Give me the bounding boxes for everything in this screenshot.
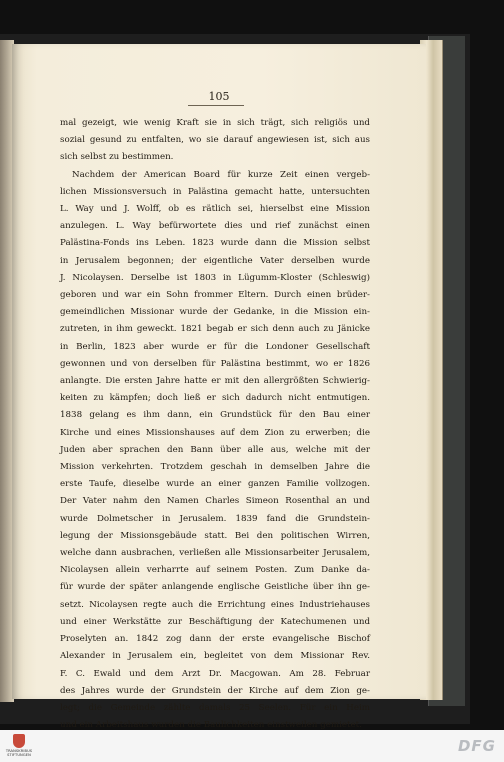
text-line: Nachdem der American Board für kurze Zeit einen vergeb- (72, 169, 370, 180)
text-line: sozial gesund zu entfalten, wo sie darauf angewiesen ist, sich aus (60, 135, 370, 146)
text-line: Palästina-Fonds ins Leben. 1823 wurde dann die Mission selbst (60, 238, 370, 249)
text-line: anzulegen. L. Way befürwortete dies und rief zunächst einen (60, 221, 370, 232)
text-line: 1838 gelang es ihm dann, ein Grundstück für den Bau einer (60, 410, 370, 421)
text-line: welche dann ausbrachen, verließen alle Missionsarbeiter Jerusalem, (60, 548, 370, 559)
text-line: wurde Dolmetscher in Jerusalem. 1839 fand die Grundstein- (60, 513, 370, 524)
crest-icon (13, 734, 25, 748)
text-line: F. C. Ewald und dem Arzt Dr. Macgowan. Am 28. Februar (60, 668, 370, 679)
book-page (12, 44, 426, 731)
text-line: J. Nicolaysen. Derselbe ist 1803 in Lügumm-Kloster (Schleswig) (60, 272, 370, 283)
text-line: lichen Missionsversuch in Palästina gemacht hatte, untersuchten (60, 186, 370, 197)
text-line: L. Way und J. Wolff, ob es rätlich sei, hierselbst eine Mission (60, 204, 370, 215)
page-number-rule (188, 105, 244, 106)
text-line: gewonnen und von derselben für Palästina bestimmt, wo er 1826 (60, 358, 370, 369)
text-line: Nicolaysen allein verharrte auf seinem Posten. Zum Danke da- (60, 565, 370, 576)
text-line: keiten zu kämpfen; doch ließ er sich dadurch nicht entmutigen. (60, 393, 370, 404)
text-line: erste Taufe, dieselbe wurde an einer ganzen Familie vollzogen. (60, 479, 370, 490)
text-line: Der Vater nahm den Namen Charles Simeon Rosenthal an und (60, 496, 370, 507)
text-line: Juden aber sprachen den Bann über alle aus, welche mit der (60, 444, 370, 455)
text-line: Kirche und eines Missionshauses auf dem Zion zu erwerben; die (60, 427, 370, 438)
text-line: in Berlin, 1823 aber wurde er für die Londoner Gesellschaft (60, 341, 370, 352)
page-text (60, 115, 370, 734)
text-line: zutreten, in ihm geweckt. 1821 begab er sich denn auch zu Jänicke (60, 324, 370, 335)
text-line: Mission verkehrten. Trotzdem geschah in demselben Jahre die (60, 462, 370, 473)
dfg-logo: DFG (457, 737, 496, 755)
text-line: in Jerusalem begonnen; der eigentliche Vater derselben wurde (60, 255, 370, 266)
text-line: mal gezeigt, wie wenig Kraft sie in sich trägt, sich religiös und (60, 118, 370, 128)
text-line: legt; die Gemeinde zählte damals 25 Seelen. Für ein Heim (60, 702, 370, 713)
text-line: setzt. Nicolaysen regte auch die Errichtung eines Industriehauses (60, 599, 370, 610)
page-number: 105 (208, 90, 230, 103)
text-line: sich selbst zu bestimmen. (60, 152, 174, 163)
institution-logo (4, 733, 34, 760)
institution-logo-caption: TRANSKRIBUS STIFTUNGEN (5, 749, 33, 757)
text-line: gemeindlichen Missionar wurde der Gedanke, in die Mission ein- (60, 307, 370, 318)
text-line: und einer Werkstätte zur Beschäftigung der Katechumenen und (60, 616, 370, 627)
text-line: Alexander in Jerusalem ein, begleitet von dem Missionar Rev. (60, 651, 370, 662)
text-line: geboren und war ein Sohn frommer Eltern. Durch einen brüder- (60, 290, 370, 301)
text-line: legung der Missionsgebäude statt. Bei den politischen Wirren, (60, 530, 370, 541)
text-line: des Jahres wurde der Grundstein der Kirche auf dem Zion ge- (60, 685, 370, 696)
text-line: und ein Arbeitshaus wurden die Baulichkeiten einstweilen gemietet. (60, 720, 362, 731)
text-line: für wurde der später anlangende englische Geistliche über ihn ge- (60, 582, 370, 593)
viewer-footer (0, 730, 504, 762)
text-line: anlangte. Die ersten Jahre hatte er mit den allergrößten Schwierig- (60, 376, 370, 387)
text-line: Proselyten an. 1842 zog dann der erste evangelische Bischof (60, 634, 370, 645)
